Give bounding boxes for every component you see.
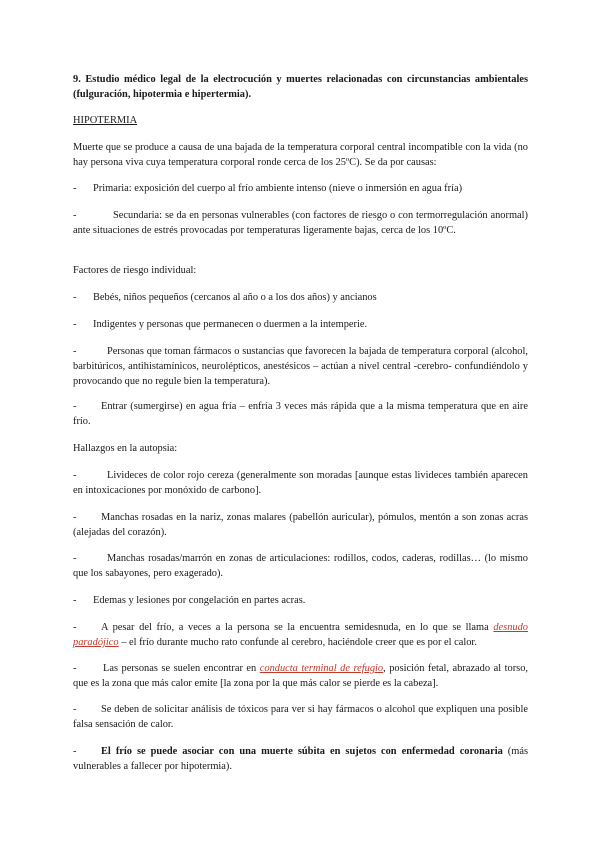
list-dash: - bbox=[73, 210, 77, 221]
list-item-risk-drugs: - Personas que toman fármacos o sustancias que favorecen la bajada de temperatura corporal (alcohol, barbitúricos, antihistamínicos, neurolépticos, anestésicos – actúan a nivel central -cerebro- confundiéndolo y provocando que no regule bien la temperatura). bbox=[73, 346, 528, 387]
list-item-finding-frostbite: - Edemas y lesiones por congelación en partes acras. bbox=[73, 595, 306, 606]
list-dash: - bbox=[73, 346, 77, 357]
list-item-risk-homeless: - Indigentes y personas que permanecen o duermen a la intemperie. bbox=[73, 319, 368, 330]
list-item-risk-water: - Entrar (sumergirse) en agua fría – enfría 3 veces más rápida que a la misma temperatura que en aire frío. bbox=[73, 401, 528, 427]
list-item-cause-primary: - Primaria: exposición del cuerpo al frío ambiente intenso (nieve o inmersión en agua fría) bbox=[73, 183, 463, 194]
list-dash: - bbox=[73, 401, 77, 412]
list-dash: - bbox=[73, 470, 77, 481]
list-dash: - bbox=[73, 183, 77, 194]
list-item-finding-pink-spots: - Manchas rosadas en la nariz, zonas malares (pabellón auricular), pómulos, mentón a son zonas acras (alejadas del corazón). bbox=[73, 512, 528, 538]
term-conducta-terminal-de-refugio: conducta terminal de refugio bbox=[259, 663, 384, 674]
term-desnudo-paradojico: desnudo paradójico bbox=[73, 622, 528, 648]
list-item-finding-paradoxical-undressing: - A pesar del frío, a veces a la persona se la encuentra semidesnuda, en lo que se llama desnudo paradójico – el frío durante mucho rato confunde al cerebro, haciéndole creer que es por el calor. bbox=[73, 622, 528, 648]
list-item-finding-joints: - Manchas rosadas/marrón en zonas de articulaciones: rodillos, codos, caderas, rodillas… (lo mismo que los sabayones, pero exagerado). bbox=[73, 553, 528, 579]
emphasis-sudden-death: El frío se puede asociar con una muerte súbita en sujetos con enfermedad coronaria bbox=[101, 746, 503, 757]
list-item-finding-lividity: - Livideces de color rojo cereza (generalmente son moradas [aunque estas livideces también aparecen en intoxicaciones por monóxido de carbono]. bbox=[73, 470, 528, 496]
list-dash: - bbox=[73, 553, 77, 564]
list-item-finding-terminal-burrowing: - Las personas se suelen encontrar en conducta terminal de refugio, posición fetal, abrazado al torso, que es la zona que más calor emite [la zona por la que más calor se pierde es la cabeza]. bbox=[73, 663, 528, 689]
list-item-cause-secondary: - Secundaria: se da en personas vulnerables (con factores de riesgo o con termorregulación anormal) ante situaciones de estrés provocadas por temperaturas ligeramente bajas, cerca de los 10ºC. bbox=[73, 210, 528, 236]
list-dash: - bbox=[73, 319, 77, 330]
list-dash: - bbox=[73, 595, 77, 606]
list-dash: - bbox=[73, 663, 77, 674]
list-item-finding-toxicology: - Se deben de solicitar análisis de tóxicos para ver si hay fármacos o alcohol que expliquen una posible falsa sensación de calor. bbox=[73, 704, 528, 730]
list-dash: - bbox=[73, 704, 77, 715]
intro-paragraph: Muerte que se produce a causa de una bajada de la temperatura corporal central incompatible con la vida (no hay persona viva cuya temperatura corporal ronde cerca de los 25ºC). Se da por causas: bbox=[73, 142, 528, 168]
list-dash: - bbox=[73, 622, 77, 633]
list-dash: - bbox=[73, 512, 77, 523]
subheading-hipotermia: HIPOTERMIA bbox=[73, 115, 138, 126]
autopsy-findings-heading: Hallazgos en la autopsia: bbox=[73, 443, 178, 454]
risk-factors-heading: Factores de riesgo individual: bbox=[73, 265, 197, 276]
list-dash: - bbox=[73, 746, 77, 757]
list-item-risk-age: - Bebés, niños pequeños (cercanos al año o a los dos años) y ancianos bbox=[73, 292, 377, 303]
list-item-finding-coronary: - El frío se puede asociar con una muerte súbita en sujetos con enfermedad coronaria (más vulnerables a fallecer por hipotermia). bbox=[73, 746, 529, 772]
list-dash: - bbox=[73, 292, 77, 303]
section-title: 9. Estudio médico legal de la electrocución y muertes relacionadas con circunstancias ambientales (fulguración, hipotermia e hipertermia). bbox=[73, 74, 528, 100]
